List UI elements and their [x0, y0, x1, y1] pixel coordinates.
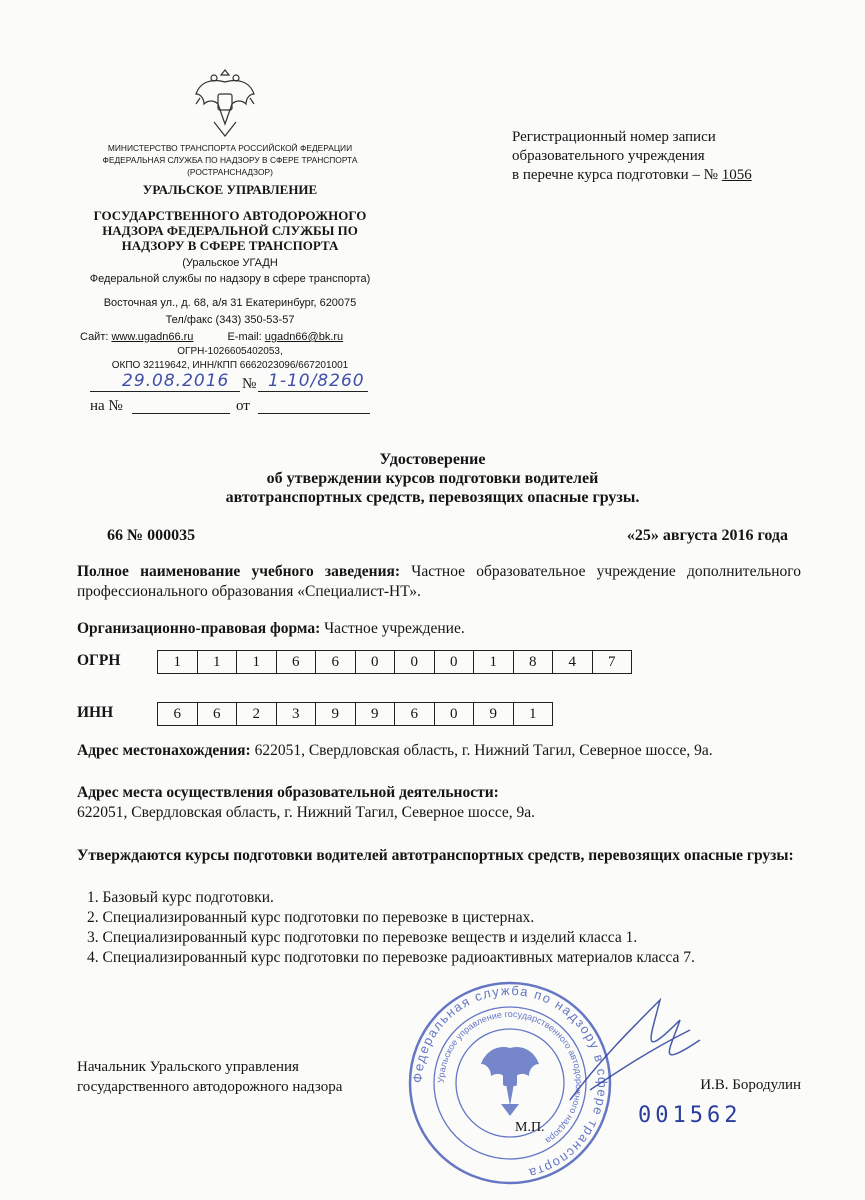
inn-digit-boxes: [157, 702, 553, 726]
registration-number: 1056: [721, 167, 752, 183]
title-line-1: Удостоверение: [379, 451, 486, 468]
ogrn-digit-cell: 0: [356, 651, 396, 673]
ogrn-digit-cell: 8: [514, 651, 554, 673]
ministry-name: МИНИСТЕРСТВО ТРАНСПОРТА РОССИЙСКОЙ ФЕДЕРАЦИИ: [107, 143, 353, 153]
inn-digit-cell: 0: [435, 703, 475, 725]
outgoing-number-sign: №: [242, 376, 257, 392]
institution-paragraph: [77, 562, 801, 602]
inn-label: ИНН: [77, 704, 114, 721]
handwritten-signature: [560, 980, 710, 1110]
ogrn-digit-cell: 1: [474, 651, 514, 673]
contacts-line: [80, 330, 390, 344]
reference-date-line: [258, 413, 370, 414]
institution-label: Полное наименование учебного заведения:: [77, 563, 401, 580]
signatory-position-1: Начальник Уральского управления: [77, 1059, 299, 1075]
stamp-outer-text: Федеральная служба по надзору в сфере транспорта: [409, 982, 611, 1182]
title-line-3: автотранспортных средств, перевозящих опасные грузы.: [225, 489, 640, 506]
inn-digit-cell: 6: [158, 703, 198, 725]
institution-value: Частное образовательное учреждение дополнительного профессионального образования «Специалист-НТ».: [77, 563, 802, 600]
service-name: ФЕДЕРАЛЬНАЯ СЛУЖБА ПО НАДЗОРУ В СФЕРЕ ТРАНСПОРТА: [102, 155, 358, 165]
service-abbreviation: (РОСТРАНСНАДЗОР): [187, 167, 273, 177]
registration-line-1: Регистрационный номер записи: [512, 129, 716, 145]
ogrn-digit-boxes: [157, 650, 632, 674]
inn-digit-cell: 9: [474, 703, 514, 725]
ogrn-digit-cell: 6: [316, 651, 356, 673]
ogrn-digit-cell: 1: [198, 651, 238, 673]
okpo-line: ОКПО 32119642, ИНН/КПП 6662023096/667201001: [111, 360, 349, 371]
legal-form-paragraph: [77, 619, 801, 639]
location-label: Адрес местонахождения:: [77, 742, 251, 759]
inn-digit-cell: 1: [529, 706, 537, 722]
course-item: 3. Специализированный курс подготовки по перевозке веществ и изделий класса 1.: [87, 929, 638, 946]
certificate-number: 66 № 000035: [107, 527, 196, 544]
reference-number-label: на №: [90, 398, 123, 414]
location-value: 622051, Свердловская область, г. Нижний Тагил, Северное шоссе, 9а.: [254, 742, 713, 759]
inn-digit-cell: 6: [395, 703, 435, 725]
activity-address-label: Адрес места осуществления образовательной деятельности:: [77, 784, 499, 801]
site-label: Сайт:: [80, 331, 112, 343]
activity-address-paragraph: [77, 783, 801, 823]
certificate-date: «25» августа 2016 года: [626, 527, 788, 544]
coat-of-arms-emblem: [192, 64, 258, 140]
inn-digit-cell: 3: [277, 703, 317, 725]
inn-digit-cell: 9: [316, 703, 356, 725]
course-item: 2. Специализированный курс подготовки по перевозке в цистернах.: [87, 909, 535, 926]
mp-seal-label: М.П.: [515, 1120, 545, 1135]
site-link[interactable]: www.ugadn66.ru: [111, 331, 194, 343]
ogrn-label: ОГРН: [77, 652, 121, 669]
registration-line-2: образовательного учреждения: [512, 148, 705, 164]
course-item: 1. Базовый курс подготовки.: [87, 889, 274, 906]
department-line-1: УРАЛЬСКОЕ УПРАВЛЕНИЕ: [142, 182, 318, 197]
department-line-2: ГОСУДАРСТВЕННОГО АВТОДОРОЖНОГО: [93, 208, 367, 223]
ogrn-digit-cell: 1: [237, 651, 277, 673]
legal-form-value: Частное учреждение.: [324, 620, 465, 637]
registration-line-3: [512, 166, 812, 185]
registration-block: [512, 128, 812, 185]
handwritten-date: 29.08.2016: [122, 371, 230, 391]
course-item: 4. Специализированный курс подготовки по перевозке радиоактивных материалов класса 7.: [87, 949, 695, 966]
email-label: E-mail:: [227, 331, 265, 343]
ogrn-line: ОГРН-1026605402053,: [177, 346, 283, 357]
phone-fax: Тел/факс (343) 350-53-57: [165, 314, 295, 326]
department-abbr-1: (Уральское УГАДН: [182, 257, 278, 269]
location-paragraph: [77, 741, 801, 761]
inn-digit-cell: 2: [237, 703, 277, 725]
ogrn-digit-cell: 1: [158, 651, 198, 673]
ogrn-digit-cell: 7: [608, 654, 616, 670]
stamp-inner-text: Уральское управление государственного автодорожного надзора: [435, 1008, 585, 1146]
ogrn-digit-cell: 4: [553, 651, 593, 673]
title-line-2: об утверждении курсов подготовки водителей: [266, 470, 599, 487]
email-link[interactable]: ugadn66@bk.ru: [264, 331, 344, 343]
signatory-position-2: государственного автодорожного надзора: [77, 1079, 343, 1095]
postal-address: Восточная ул., д. 68, а/я 31 Екатеринбург, 620075: [103, 297, 357, 309]
inn-digit-cell: 6: [198, 703, 238, 725]
serial-number: 001562: [638, 1103, 742, 1128]
activity-address-value: 622051, Свердловская область, г. Нижний Тагил, Северное шоссе, 9а.: [77, 804, 536, 821]
courses-list: [87, 888, 801, 968]
ogrn-digit-cell: 6: [277, 651, 317, 673]
outgoing-date-line: [90, 391, 240, 392]
department-line-4: НАДЗОРУ В СФЕРЕ ТРАНСПОРТА: [121, 238, 339, 253]
certificate-title: [0, 450, 865, 507]
signatory-position: [77, 1057, 342, 1097]
handwritten-number: 1-10/8260: [268, 371, 365, 391]
reference-number-line: [132, 413, 230, 414]
department-abbr-2: Федеральной службы по надзору в сфере транспорта): [89, 273, 371, 285]
outgoing-number-line: [258, 391, 368, 392]
department-line-3: НАДЗОРА ФЕДЕРАЛЬНОЙ СЛУЖБЫ ПО: [102, 223, 358, 238]
signatory-name: И.В. Бородулин: [700, 1077, 801, 1093]
courses-heading: Утверждаются курсы подготовки водителей автотранспортных средств, перевозящих опасные грузы:: [77, 847, 794, 864]
reference-date-label: от: [236, 398, 250, 414]
inn-digit-cell: 9: [356, 703, 396, 725]
ogrn-digit-cell: 0: [395, 651, 435, 673]
legal-form-label: Организационно-правовая форма:: [77, 620, 321, 637]
registration-prefix: в перечне курса подготовки – №: [512, 167, 722, 183]
ogrn-digit-cell: 0: [435, 651, 475, 673]
